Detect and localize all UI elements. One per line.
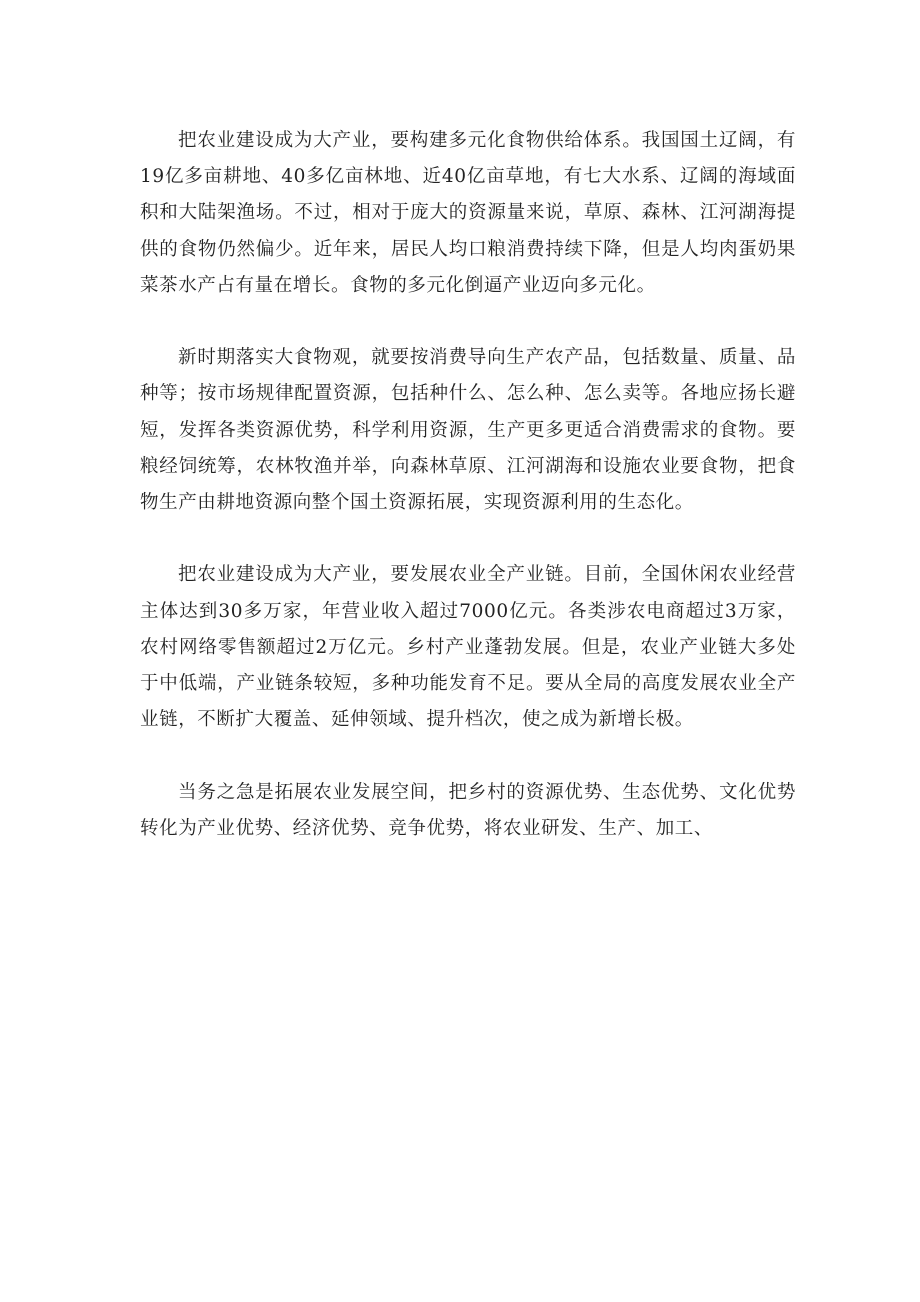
paragraph-1: 把农业建设成为大产业，要构建多元化食物供给体系。我国国土辽阔，有19亿多亩耕地、40多亿亩林地、近40亿亩草地，有七大水系、辽阔的海域面积和大陆架渔场。不过，相对于庞大的资源量来说，草原、森林、江河湖海提供的食物仍然偏少。近年来，居民人均口粮消费持续下降，但是人均肉蛋奶果菜茶水产占有量在增长。食物的多元化倒逼产业迈向多元化。 [140,130,796,296]
paragraph-4: 当务之急是拓展农业发展空间，把乡村的资源优势、生态优势、文化优势转化为产业优势、经济优势、竞争优势，将农业研发、生产、加工、 [140,781,796,839]
paragraph-2: 新时期落实大食物观，就要按消费导向生产农产品，包括数量、质量、品种等；按市场规律配置资源，包括种什么、怎么种、怎么卖等。各地应扬长避短，发挥各类资源优势，科学利用资源，生产更多更适合消费需求的食物。要粮经饲统筹，农林牧渔并举，向森林草原、江河湖海和设施农业要食物，把食物生产由耕地资源向整个国土资源拓展，实现资源利用的生态化。 [140,347,796,514]
article-body [140,123,796,883]
paragraph-3: 把农业建设成为大产业，要发展农业全产业链。目前，全国休闲农业经营主体达到30多万家，年营业收入超过7000亿元。各类涉农电商超过3万家，农村网络零售额超过2万亿元。乡村产业蓬勃发展。但是，农业产业链大多处于中低端，产业链条较短，多种功能发育不足。要从全局的高度发展农业全产业链，不断扩大覆盖、延伸领域、提升档次，使之成为新增长极。 [140,564,796,731]
